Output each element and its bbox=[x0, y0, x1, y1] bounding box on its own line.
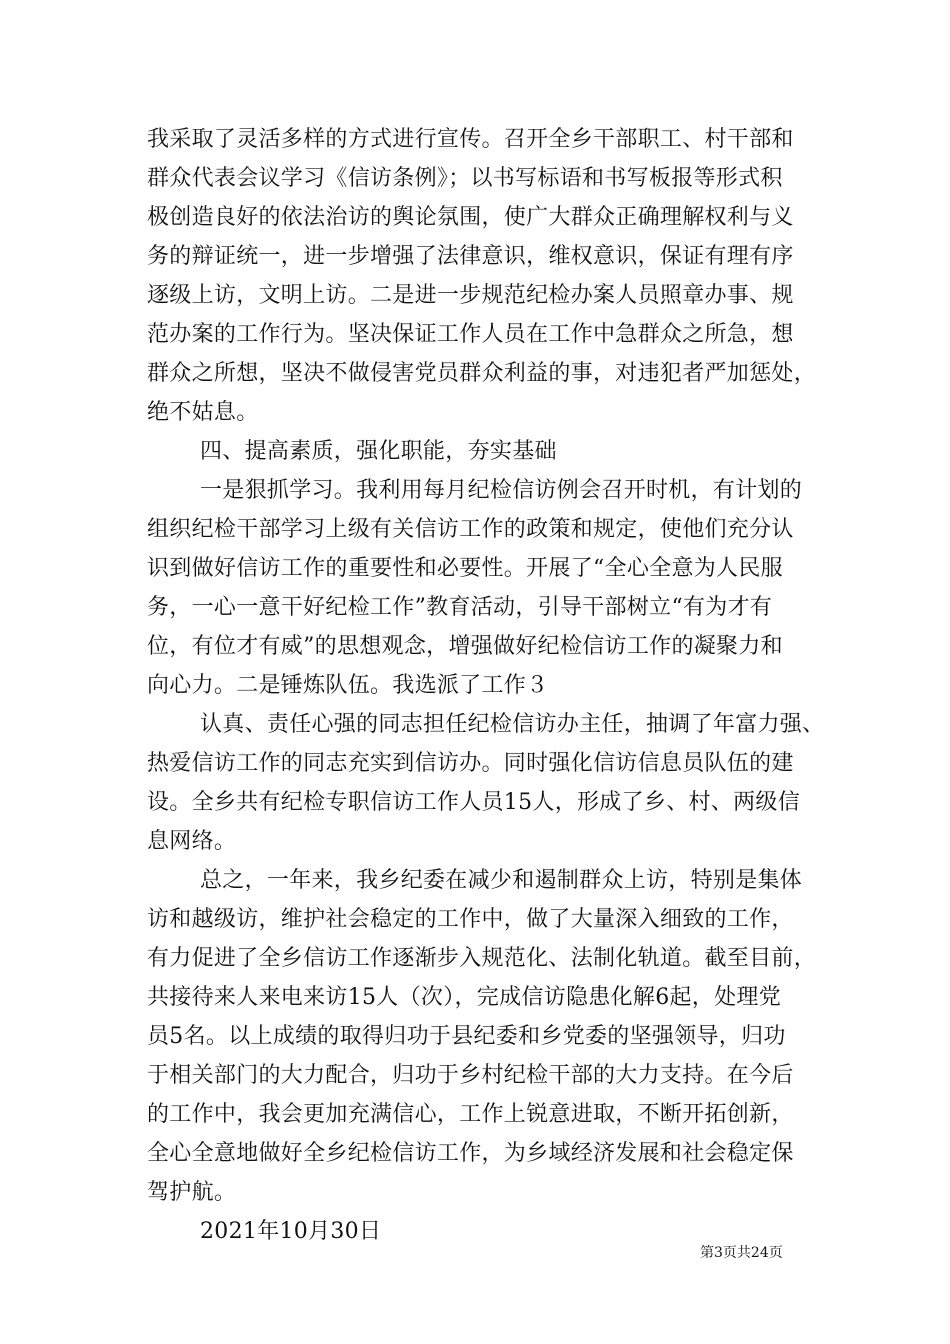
body-text-line: 群众之所想，坚决不做侵害党员群众利益的事，对违犯者严加惩处， bbox=[147, 361, 817, 386]
body-text-line: 访和越级访，维护社会稳定的工作中，做了大量深入细致的工作， bbox=[147, 907, 794, 932]
section-heading: 四、提高素质，强化职能，夯实基础 bbox=[200, 439, 557, 464]
body-text-line: 位，有位才有威”的思想观念，增强做好纪检信访工作的凝聚力和 bbox=[147, 634, 783, 659]
body-text-line: 群众代表会议学习《信访条例》；以书写标语和书写板报等形式积 bbox=[147, 166, 783, 191]
body-text-line: 组织纪检干部学习上级有关信访工作的政策和规定，使他们充分认 bbox=[147, 517, 794, 542]
body-text-line: 务的辩证统一，进一步增强了法律意识，维权意识，保证有理有序 bbox=[147, 244, 794, 269]
body-text-line: 共接待来人来电来访15人（次），完成信访隐患化解6起，处理党 bbox=[147, 985, 781, 1010]
page-number: 第3页共24页 bbox=[700, 1245, 783, 1261]
body-text-line: 驾护航。 bbox=[147, 1180, 237, 1205]
body-text-line: 范办案的工作行为。坚决保证工作人员在工作中急群众之所急，想 bbox=[147, 322, 794, 347]
date-line: 2021年10月30日 bbox=[200, 1219, 382, 1244]
body-text-line: 的工作中，我会更加充满信心，工作上锐意进取，不断开拓创新， bbox=[147, 1102, 794, 1127]
body-text-line: 息网络。 bbox=[147, 829, 237, 854]
body-text-line: 于相关部门的大力配合，归功于乡村纪检干部的大力支持。在今后 bbox=[147, 1063, 794, 1088]
body-text-line: 认真、责任心强的同志担任纪检信访办主任，抽调了年富力强、 bbox=[200, 712, 825, 737]
body-text-line: 极创造良好的依法治访的舆论氛围，使广大群众正确理解权利与义 bbox=[147, 205, 794, 230]
body-text-line: 我采取了灵活多样的方式进行宣传。召开全乡干部职工、村干部和 bbox=[147, 127, 794, 152]
body-text-line: 识到做好信访工作的重要性和必要性。开展了“全心全意为人民服 bbox=[147, 556, 783, 581]
body-text-line: 绝不姑息。 bbox=[147, 400, 259, 425]
body-text-line: 一是狠抓学习。我利用每月纪检信访例会召开时机，有计划的 bbox=[200, 478, 803, 503]
body-text-line: 热爱信访工作的同志充实到信访办。同时强化信访信息员队伍的建 bbox=[147, 751, 794, 776]
body-text-line: 有力促进了全乡信访工作逐渐步入规范化、法制化轨道。截至目前， bbox=[147, 946, 817, 971]
body-text-line: 务，一心一意干好纪检工作”教育活动，引导干部树立“有为才有 bbox=[147, 595, 773, 620]
body-text-line: 逐级上访，文明上访。二是进一步规范纪检办案人员照章办事、规 bbox=[147, 283, 794, 308]
body-text-line: 向心力。二是锤炼队伍。我选派了工作３ bbox=[147, 673, 549, 698]
body-text-line: 设。全乡共有纪检专职信访工作人员15人，形成了乡、村、两级信 bbox=[147, 790, 800, 815]
body-text-line: 总之，一年来，我乡纪委在减少和遏制群众上访，特别是集体 bbox=[200, 868, 803, 893]
body-text-line: 全心全意地做好全乡纪检信访工作，为乡域经济发展和社会稳定保 bbox=[147, 1141, 794, 1166]
body-text-line: 员5名。以上成绩的取得归功于县纪委和乡党委的坚强领导，归功 bbox=[147, 1024, 786, 1049]
